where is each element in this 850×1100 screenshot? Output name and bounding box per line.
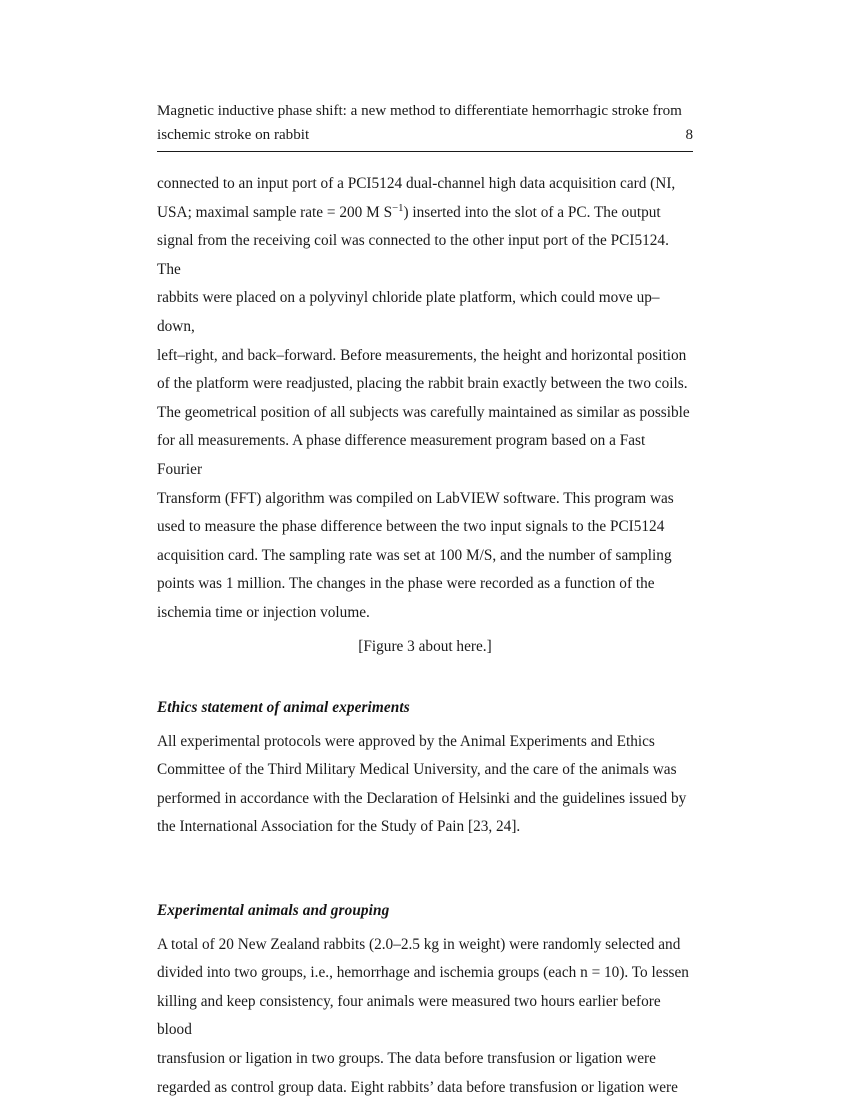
paragraph-line: of the platform were readjusted, placing the rabbit brain exactly between the two coils. bbox=[157, 375, 688, 393]
paragraph-line: All experimental protocols were approved by the Animal Experiments and Ethics bbox=[157, 732, 655, 750]
paragraph-line: regarded as control group data. Eight rabbits’ data before transfusion or ligation were bbox=[157, 1078, 678, 1096]
figure-placement-note: [Figure 3 about here.] bbox=[358, 637, 492, 655]
section-heading-ethics-statement: Ethics statement of animal experiments bbox=[157, 699, 410, 717]
section-heading-experimental-animals: Experimental animals and grouping bbox=[157, 902, 390, 920]
paragraph-line-with-superscript bbox=[157, 199, 693, 228]
paragraph-line: for all measurements. A phase difference measurement program based on a Fast Fourier bbox=[157, 432, 650, 478]
paragraph-line: The geometrical position of all subjects was carefully maintained as similar as possible bbox=[157, 403, 690, 421]
header-divider-rule bbox=[157, 151, 693, 152]
line-text-before-superscript: USA; maximal sample rate = 200 M S bbox=[157, 203, 393, 221]
page-number: 8 bbox=[685, 126, 693, 143]
paragraph-line: points was 1 million. The changes in the phase were recorded as a function of the bbox=[157, 575, 655, 593]
paragraph-line: performed in accordance with the Declaration of Helsinki and the guidelines issued by bbox=[157, 789, 687, 807]
paragraph-line: ischemia time or injection volume. bbox=[157, 603, 370, 621]
paragraph-line: transfusion or ligation in two groups. The data before transfusion or ligation were bbox=[157, 1050, 656, 1068]
line-text-after-superscript: ) inserted into the slot of a PC. The output bbox=[403, 203, 661, 221]
body-text-region bbox=[157, 170, 693, 1100]
running-header-line-2: ischemic stroke on rabbit bbox=[157, 126, 310, 143]
paragraph-methods-continued bbox=[157, 170, 693, 628]
paragraph-line: Transform (FFT) algorithm was compiled on LabVIEW software. This program was bbox=[157, 489, 674, 507]
paragraph-line: A total of 20 New Zealand rabbits (2.0–2.5 kg in weight) were randomly selected and bbox=[157, 935, 681, 953]
paragraph-line: left–right, and back–forward. Before measurements, the height and horizontal position bbox=[157, 346, 687, 364]
paragraph-experimental-animals bbox=[157, 931, 693, 1100]
running-header-line-1: Magnetic inductive phase shift: a new method to differentiate hemorrhagic stroke from bbox=[157, 103, 682, 119]
paragraph-line: used to measure the phase difference between the two input signals to the PCI5124 bbox=[157, 518, 665, 536]
paragraph-line: signal from the receiving coil was connected to the other input port of the PCI5124. The bbox=[157, 232, 673, 278]
paragraph-line: acquisition card. The sampling rate was set at 100 M/S, and the number of sampling bbox=[157, 546, 672, 564]
paragraph-line: rabbits were placed on a polyvinyl chloride plate platform, which could move up–down, bbox=[157, 289, 660, 335]
running-header-row-2 bbox=[157, 124, 693, 148]
paragraph-line: divided into two groups, i.e., hemorrhage and ischemia groups (each n = 10). To lessen bbox=[157, 964, 689, 982]
spacer bbox=[157, 842, 693, 897]
paragraph-line: the International Association for the Study of Pain [23, 24]. bbox=[157, 818, 521, 836]
paragraph-line: connected to an input port of a PCI5124 dual-channel high data acquisition card (NI, bbox=[157, 175, 676, 192]
paragraph-ethics-statement bbox=[157, 728, 693, 842]
superscript-exponent: −1 bbox=[392, 201, 404, 214]
running-header bbox=[157, 100, 693, 152]
paragraph-line: Committee of the Third Military Medical University, and the care of the animals was bbox=[157, 761, 677, 779]
paragraph-line: killing and keep consistency, four animals were measured two hours earlier before blood bbox=[157, 992, 665, 1039]
spacer bbox=[157, 661, 693, 694]
page-content-column bbox=[157, 100, 693, 1100]
